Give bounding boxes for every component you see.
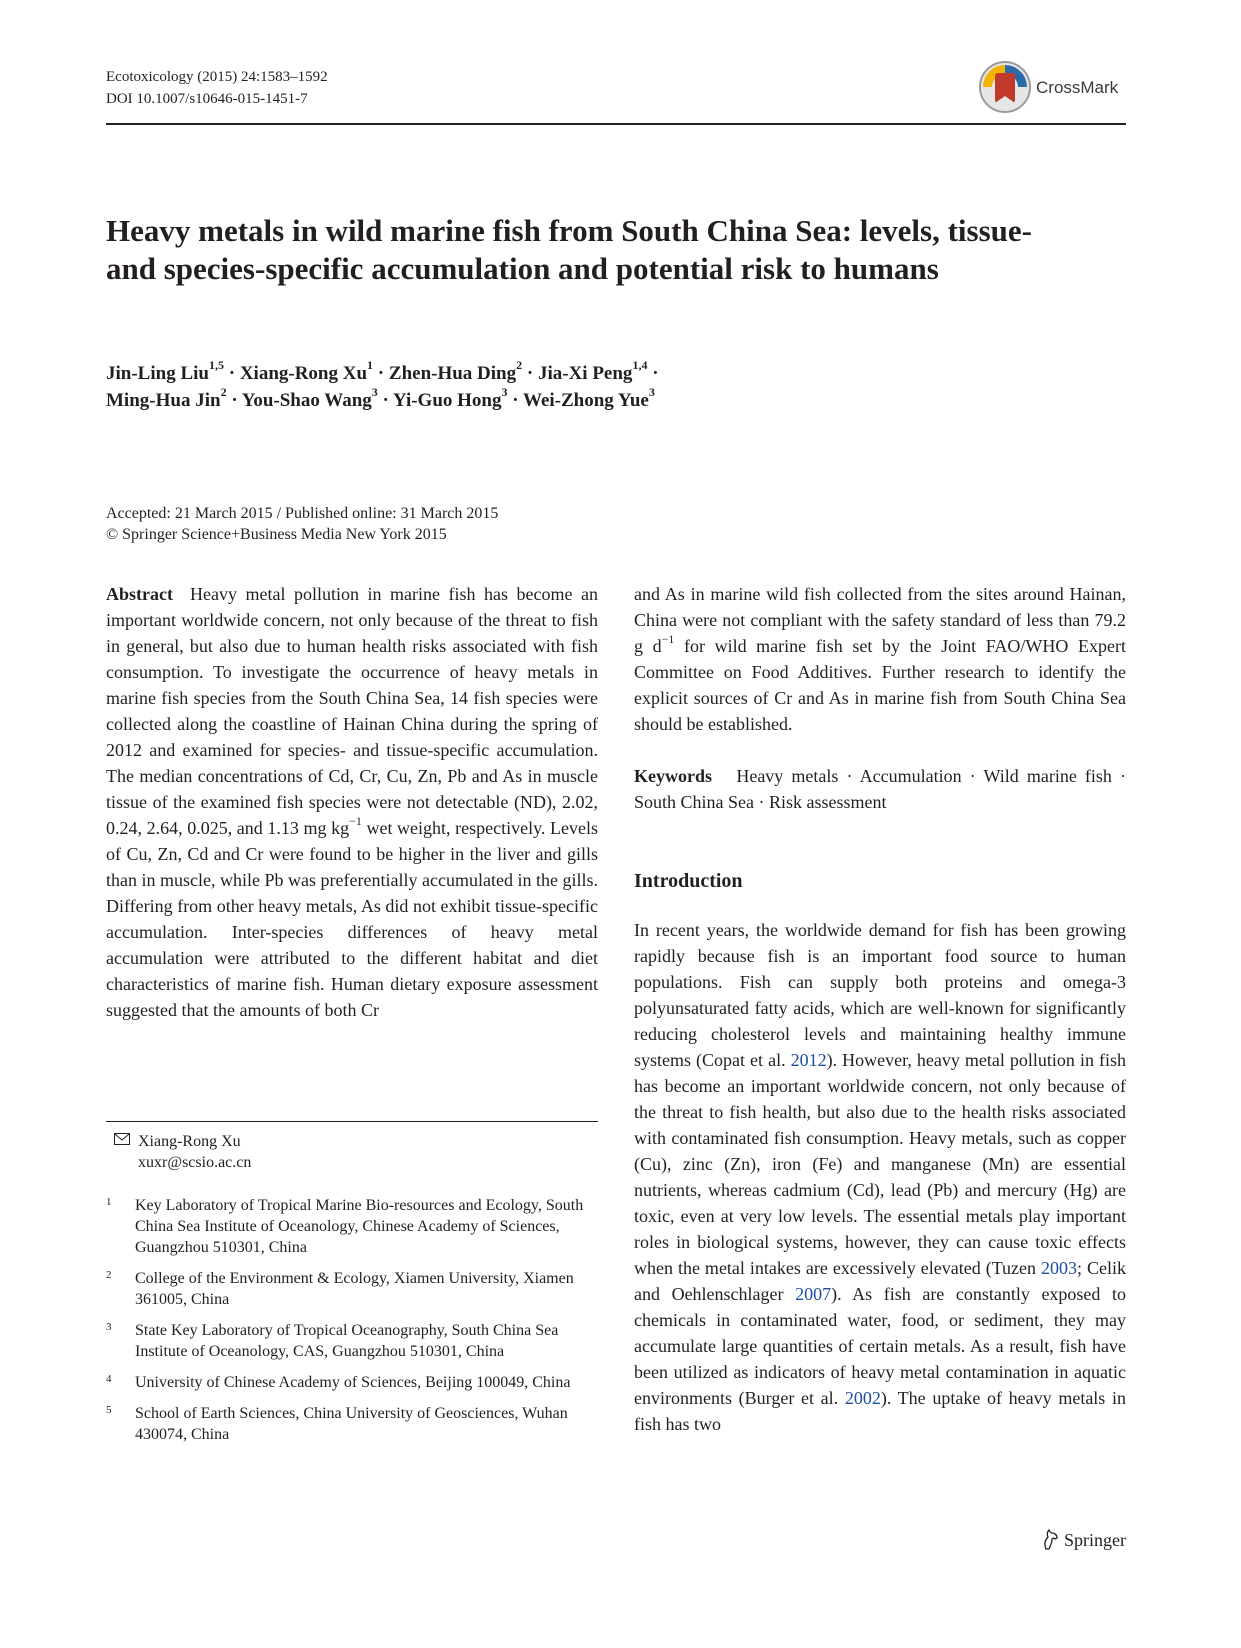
crossmark-badge[interactable] xyxy=(978,60,1128,120)
accepted-published: Accepted: 21 March 2015 / Published online: 31 March 2015 xyxy=(106,505,499,522)
unit-superscript: −1 xyxy=(661,632,675,646)
citation-link[interactable]: 2003 xyxy=(1041,1258,1078,1278)
doi[interactable]: DOI 10.1007/s10646-015-1451-7 xyxy=(106,91,308,107)
abstract xyxy=(106,581,598,1023)
footnote-rule xyxy=(106,1121,598,1122)
springer-logo[interactable] xyxy=(1040,1528,1126,1551)
header-rule xyxy=(106,123,1126,125)
author[interactable]: Yi-Guo Hong$^3$ xyxy=(392,385,508,411)
abstract-text-2: wet weight, respectively. Levels of Cu, Zn, Cd and Cr were found to be higher in the liver and gills than in muscle, while Pb was preferentially accumulated in the gills. Differing from other heavy metals, As did not exhibit tissue-specific accumulation. Inter-species differences of heavy metal accumulation were attributed to the different habitat and diet characteristics of marine fish. Human dietary exposure assessment suggested that the amounts of both Cr xyxy=(106,818,598,1020)
journal-citation: Ecotoxicology (2015) 24:1583–1592 xyxy=(106,69,328,85)
keywords-label: Keywords xyxy=(634,766,712,786)
citation-link[interactable]: 2002 xyxy=(844,1388,881,1408)
abstract-text-1: Heavy metal pollution in marine fish has become an important worldwide concern, not only because of the threat to fish in general, but also due to human health risks associated with fish consumption. To investigate the occurrence of heavy metals in marine fish species from the South China Sea, 14 fish species were collected along the coastline of Hainan China during the spring of 2012 and examined for species- and tissue-specific accumulation. The median concentrations of Cd, Cr, Cu, Zn, Pb and As in muscle tissue of the examined fish species were not detectable (ND), 2.02, 0.24, 2.64, 0.025, and 1.13 mg kg xyxy=(106,584,599,838)
article-title: Heavy metals in wild marine fish from South China Sea: levels, tissue- and species-specific accumulation and potential risk to humans xyxy=(106,213,1032,286)
crossmark-icon xyxy=(978,60,1032,114)
affiliation-item: 3 State Key Laboratory of Tropical Oceanography, South China Sea Institute of Oceanology, CAS, Guangzhou 510301, China xyxy=(106,1321,559,1360)
author[interactable]: Zhen-Hua Ding$^2$ xyxy=(388,358,523,384)
author[interactable]: Jia-Xi Peng$^{1,4}$ xyxy=(537,358,648,384)
citation-link[interactable]: 2012 xyxy=(790,1050,827,1070)
springer-horse-icon xyxy=(1040,1528,1060,1550)
affiliation-item: 1 Key Laboratory of Tropical Marine Bio-resources and Ecology, South China Sea Institute of Oceanology, Chinese Academy of Sciences, Guangzhou 510301, China xyxy=(106,1196,584,1256)
unit-superscript: −1 xyxy=(349,814,362,828)
abstract-label: Abstract xyxy=(106,584,173,604)
keywords-text: Heavy metals · Accumulation · Wild marine fish · South China Sea · Risk assessment xyxy=(634,766,1127,812)
corresponding-author: Xiang-Rong Xu xyxy=(138,1133,241,1150)
author[interactable]: Xiang-Rong Xu$^1$ xyxy=(239,358,374,384)
introduction-heading: Introduction xyxy=(634,870,743,892)
right-column xyxy=(634,581,1126,1437)
introduction-text: In recent years, the worldwide demand for fish has been growing rapidly because fish is an important food source to human populations. Fish can supply both proteins and omega-3 polyunsaturated fatty acids, which are well-known for significantly reducing cholesterol levels and maintaining healthy immune systems (Copat et al. 2012). However, heavy metal pollution in fish has become an important worldwide concern, not only because of the threat to fish health, but also due to the health risks associated with contaminated fish consumption. Heavy metals, such as copper (Cu), zinc (Zn), iron (Fe) and manganese (Mn) are essential nutrients, whereas cadmium (Cd), lead (Pb) and mercury (Hg) are toxic, even at very low levels. The essential metals play important roles in biological systems, however, they can cause toxic effects when the metal intakes are excessively elevated (Tuzen 2003; Celik and Oehlenschlager 2007). As fish are constantly exposed to chemicals in contaminated water, food, or sediment, they may accumulate large quantities of certain metals. As a result, fish have been utilized as indicators of heavy metal contamination in aquatic environments (Burger et al. 2002). The uptake of heavy metals in fish has two xyxy=(634,920,1126,1434)
abstract-continued: and As in marine wild fish collected from the sites around Hainan, China were not compliant with the safety standard of less than 79.2 g $d^{-1}$ for wild marine fish set by the Joint FAO/WHO Expert Committee on Food Additives. Further research to identify the explicit sources of Cr and As in marine fish from South China Sea should be established. xyxy=(634,584,1126,734)
envelope-icon xyxy=(114,1133,130,1145)
copyright: © Springer Science+Business Media New York 2015 xyxy=(106,526,447,543)
affiliation-item: 5 School of Earth Sciences, China University of Geosciences, Wuhan 430074, China xyxy=(106,1404,568,1443)
affiliation-item: 4 University of Chinese Academy of Sciences, Beijing 100049, China xyxy=(106,1373,571,1391)
author[interactable]: Wei-Zhong Yue$^3$ xyxy=(523,385,655,411)
email-link[interactable]: xuxr@scsio.ac.cn xyxy=(138,1154,252,1171)
affiliation-item: 2 College of the Environment & Ecology, Xiamen University, Xiamen 361005, China xyxy=(106,1269,574,1308)
publication-dates xyxy=(106,503,498,545)
affiliations xyxy=(106,1195,606,1455)
correspondence xyxy=(114,1131,251,1173)
keywords xyxy=(634,763,1126,815)
author[interactable]: Ming-Hua Jin$^2$ xyxy=(106,385,227,411)
publisher-name: Springer xyxy=(1064,1530,1126,1550)
crossmark-label: CrossMark xyxy=(1036,78,1119,97)
author[interactable]: Jin-Ling Liu$^{1,5}$ xyxy=(106,358,224,384)
journal-header xyxy=(106,66,328,110)
author-list: Jin-Ling Liu$^{1,5}$ · Xiang-Rong $Xu^1$ · Zhen-Hua Ding$^2$ · Jia-Xi Peng$^{1,4}$ · Ming-Hua Jin$^2$ · You-Shao Wang$^3$ · Yi-Guo Hong$^3$ · Wei-Zhong Yue$^3$ xyxy=(106,358,659,411)
citation-link[interactable]: 2007 xyxy=(795,1284,832,1304)
author[interactable]: You-Shao Wang$^3$ xyxy=(241,385,378,411)
